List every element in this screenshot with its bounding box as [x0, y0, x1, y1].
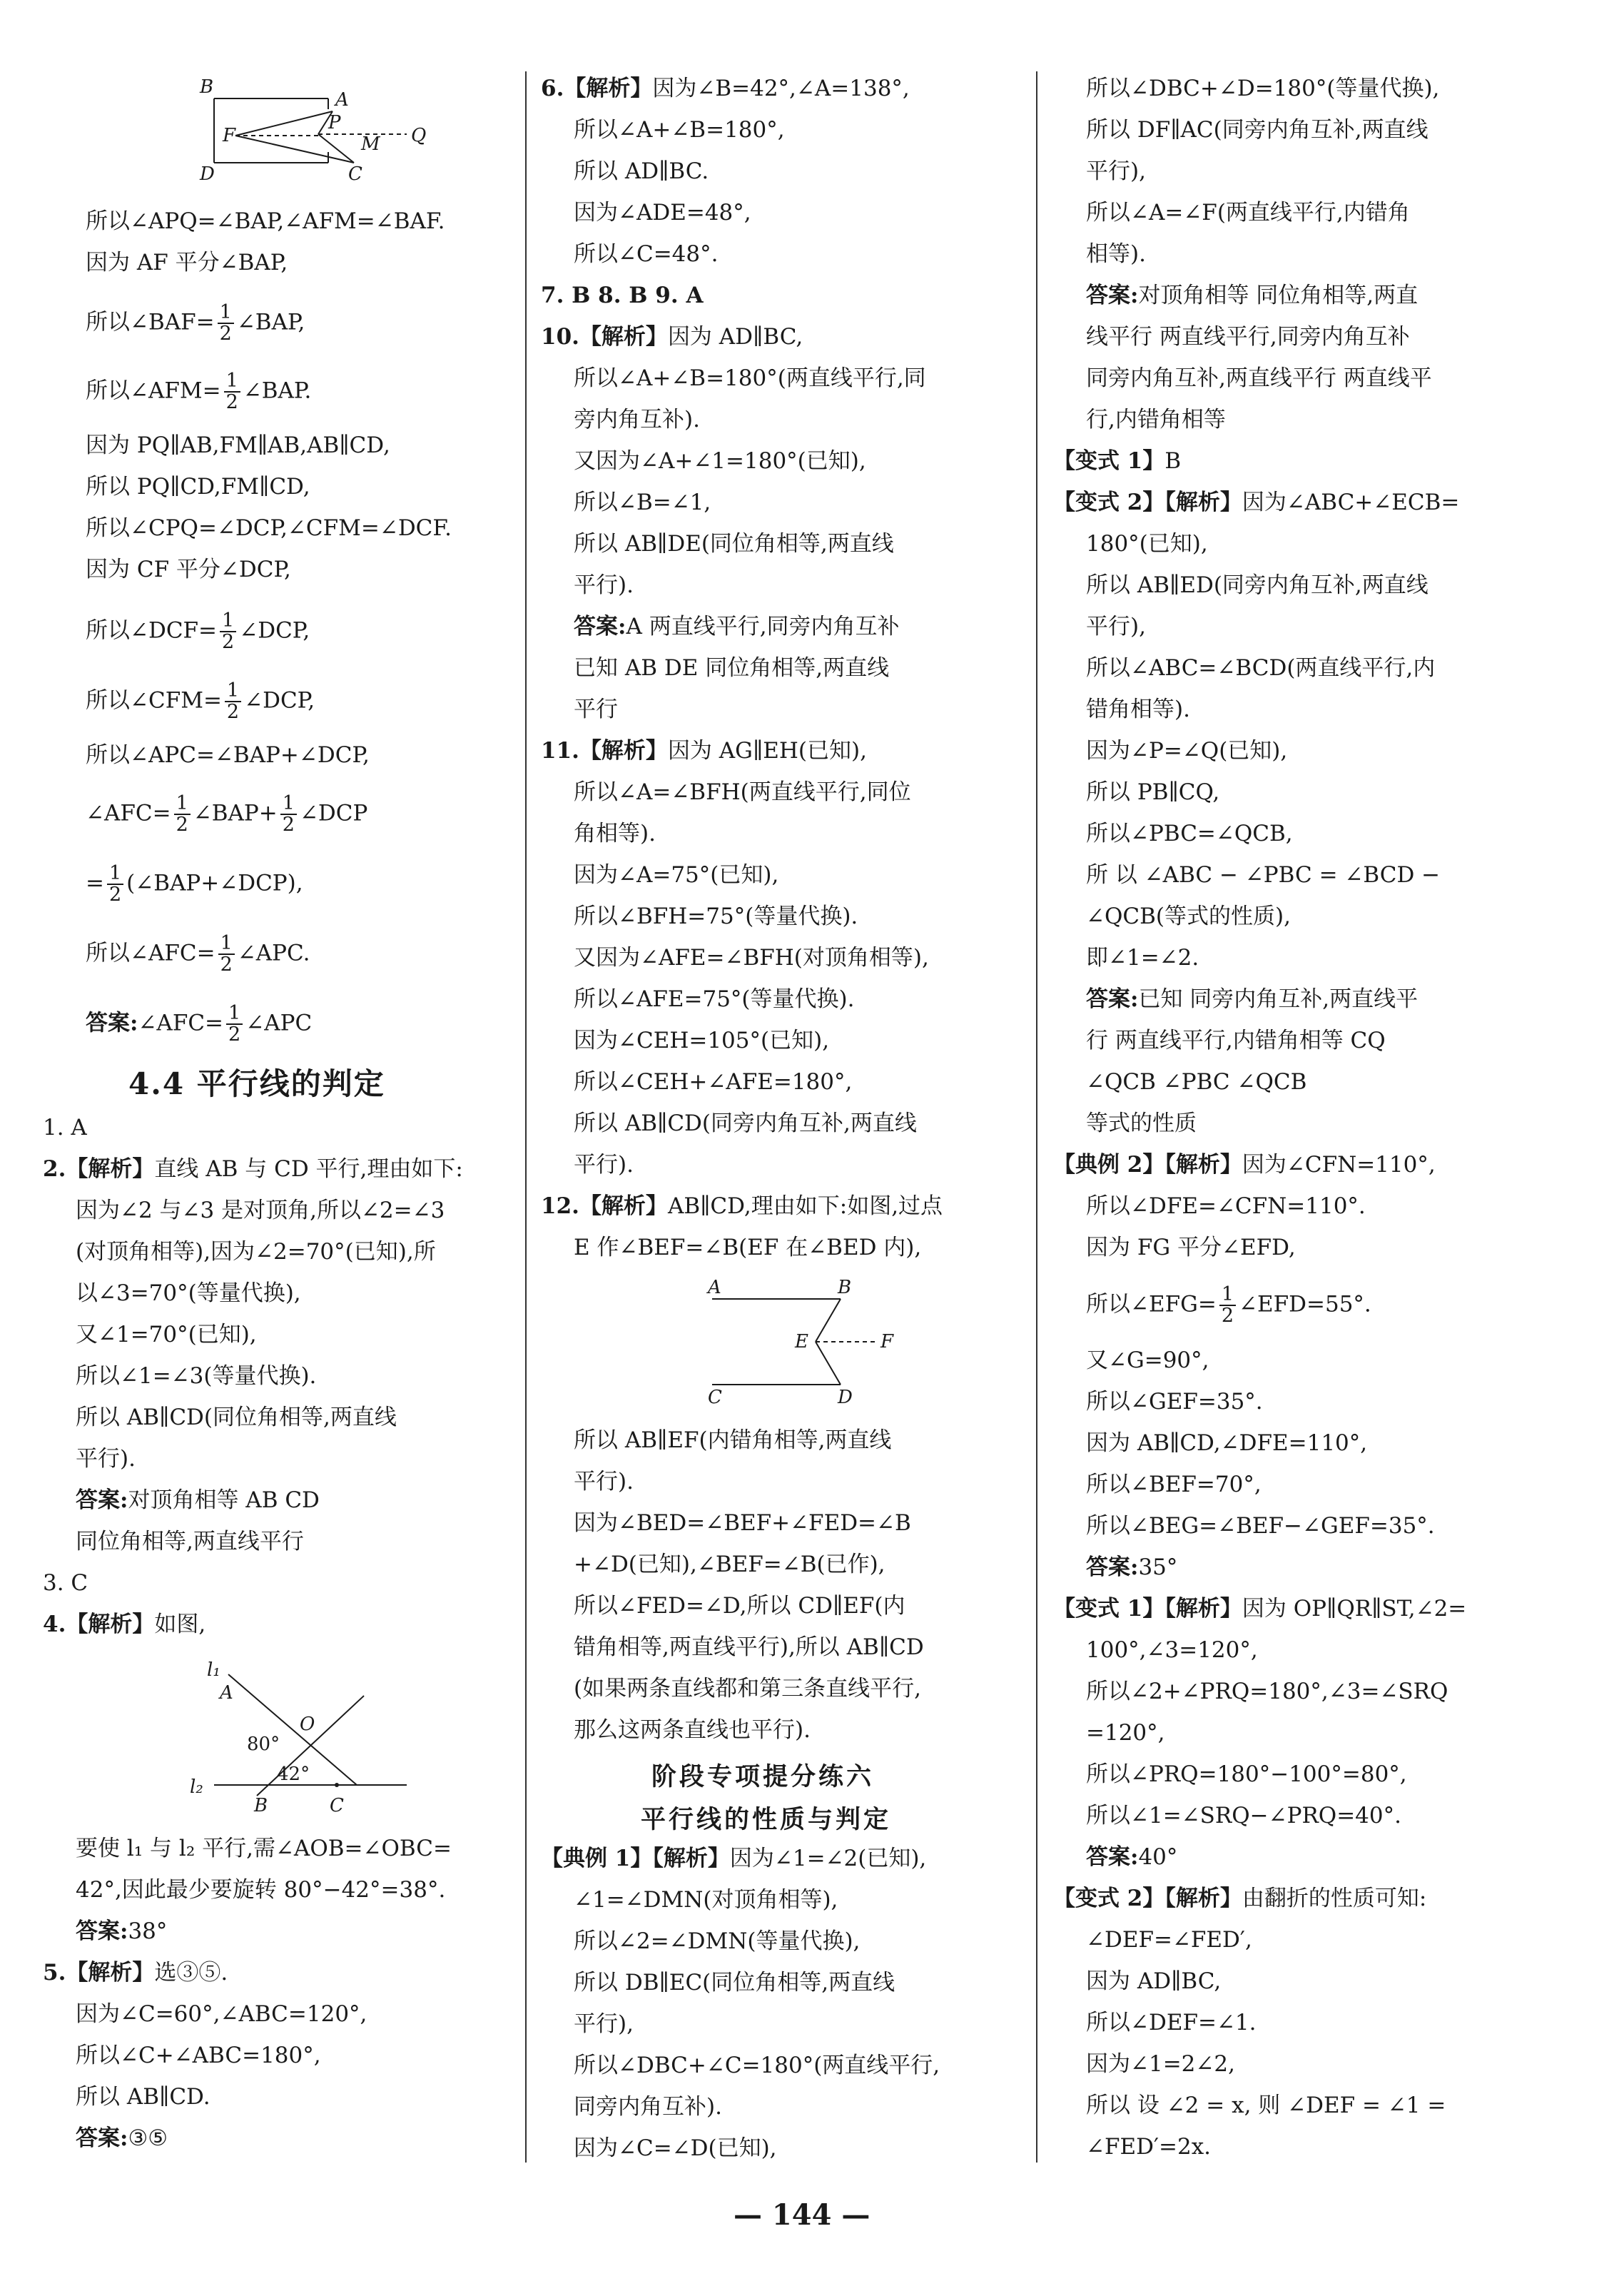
numerator: 1	[224, 371, 240, 393]
q-number: 5.	[43, 1960, 66, 1986]
line: 行,内错角相等	[1086, 407, 1226, 433]
text: B	[1164, 448, 1182, 474]
numerator: 1	[225, 681, 241, 702]
line: 等式的性质	[1086, 1111, 1197, 1136]
line: 因为∠2 与∠3 是对顶角,所以∠2=∠3	[76, 1198, 445, 1223]
text: 因为∠1=∠2(已知),	[729, 1846, 927, 1871]
line: 所以∠AFE=75°(等量代换).	[574, 986, 855, 1012]
text: 因为 AG∥EH(已知),	[667, 738, 867, 764]
label-A: A	[335, 89, 349, 111]
fraction	[226, 1003, 243, 1045]
denominator: 2	[108, 884, 122, 906]
line: 因为∠C=∠D(已知),	[574, 2135, 777, 2161]
fraction	[224, 371, 240, 413]
line: E 作∠BEF=∠B(EF 在∠BED 内),	[574, 1235, 922, 1260]
analysis-label: 【解析】	[579, 324, 668, 350]
answer-label: 答案:	[76, 1918, 128, 1944]
line: 所以∠DFE=∠CFN=110°.	[1086, 1193, 1366, 1219]
line: 旁内角互补).	[574, 407, 700, 433]
line: 所以∠A=∠BFH(两直线平行,同位	[574, 779, 911, 805]
line: 平行),	[1086, 614, 1146, 639]
answer-line	[1053, 1843, 1177, 1871]
stage-subtitle: 平行线的性质与判定	[641, 1805, 892, 1834]
label-F: F	[880, 1331, 894, 1352]
line: ∠FED′=2x.	[1086, 2134, 1212, 2160]
variant-label: 【变式 1】	[1053, 448, 1165, 474]
fraction	[280, 794, 297, 835]
line: 所以∠CEH+∠AFE=180°,	[574, 1069, 853, 1095]
fraction	[218, 303, 234, 344]
line: 平行).	[574, 572, 634, 598]
numerator: 1	[218, 934, 235, 955]
text: ∠BAP,	[236, 309, 305, 335]
line: 因为 AB∥CD,∠DFE=110°,	[1086, 1430, 1368, 1456]
denominator: 2	[1221, 1305, 1234, 1327]
text: 38°	[128, 1918, 168, 1944]
answer-line	[43, 1486, 320, 1514]
stage-title: 阶段专项提分练六	[651, 1762, 875, 1791]
line: 平行).	[76, 1446, 136, 1472]
answer-line	[1053, 985, 1418, 1013]
line: 所 以 ∠ABC − ∠PBC = ∠BCD −	[1086, 862, 1441, 888]
line: 所以∠2+∠PRQ=180°,∠3=∠SRQ	[1086, 1679, 1448, 1704]
line: 又∠1=70°(已知),	[76, 1322, 257, 1347]
analysis-label: 【解析】	[66, 1612, 155, 1637]
frac-line	[86, 371, 311, 413]
q-number: 6.	[541, 76, 564, 101]
q10-header	[541, 323, 803, 351]
numerator: 1	[174, 794, 191, 815]
frac-line	[86, 681, 315, 722]
example-label: 【典例 1】【解析】	[541, 1846, 730, 1871]
text: 如图,	[154, 1612, 206, 1637]
line: 所以∠DBC+∠C=180°(两直线平行,	[574, 2053, 940, 2078]
line: 平行),	[1086, 158, 1146, 184]
text: 对顶角相等 同位角相等,两直	[1138, 283, 1419, 308]
column-2	[541, 0, 1033, 2161]
frac-line	[86, 934, 310, 975]
line: 平行),	[574, 2011, 634, 2037]
denominator: 2	[220, 954, 233, 976]
line: 错角相等,两直线平行),所以 AB∥CD	[574, 1634, 924, 1660]
label-C: C	[330, 1795, 344, 1816]
line: 即∠1=∠2.	[1086, 945, 1199, 971]
analysis-label: 【解析】	[564, 76, 653, 101]
variant-label: 【变式 1】【解析】	[1053, 1596, 1242, 1622]
text: A 两直线平行,同旁内角互补	[626, 614, 900, 639]
answer-label: 答案:	[1086, 283, 1139, 308]
line: 已知 AB DE 同位角相等,两直线	[574, 655, 890, 681]
example-label: 【典例 2】【解析】	[1053, 1152, 1242, 1178]
label-B: B	[254, 1795, 268, 1816]
text: 所以∠BAF=	[86, 309, 215, 335]
label-P: P	[328, 112, 341, 133]
line: 以∠3=70°(等量代换),	[76, 1280, 301, 1306]
label-E: E	[795, 1331, 808, 1352]
line: 线平行 两直线平行,同旁内角互补	[1086, 324, 1410, 350]
q-number: 10.	[541, 324, 579, 350]
line: 因为∠1=2∠2,	[1086, 2051, 1235, 2077]
example1-header	[541, 1844, 926, 1873]
line: (对顶角相等),因为∠2=70°(已知),所	[76, 1239, 436, 1265]
figure-zigzag	[698, 1278, 926, 1406]
label-O: O	[300, 1714, 315, 1735]
variant-label: 【变式 2】【解析】	[1053, 490, 1242, 515]
label-D: D	[200, 163, 215, 185]
answer-label: 答案:	[1086, 986, 1139, 1012]
variant-label: 【变式 2】【解析】	[1053, 1886, 1242, 1911]
frac-line	[86, 864, 303, 905]
line: 所以 AB∥CD(同位角相等,两直线	[76, 1405, 397, 1430]
q-number: 4.	[43, 1612, 66, 1637]
q12-header	[541, 1192, 943, 1220]
label-l2: l₂	[190, 1776, 203, 1798]
line: 那么这两条直线也平行).	[574, 1717, 811, 1743]
numerator: 1	[220, 611, 236, 632]
line: 所以∠B=∠1,	[574, 490, 711, 515]
label-42deg: 42°	[277, 1764, 310, 1785]
line: 所以∠A+∠B=180°(两直线平行,同	[574, 365, 926, 391]
line: 所以∠PBC=∠QCB,	[1086, 821, 1293, 846]
fraction	[107, 864, 123, 905]
numerator: 1	[218, 303, 234, 324]
text: 选③⑤.	[154, 1960, 228, 1986]
label-A: A	[708, 1278, 721, 1298]
frac-line	[1053, 1285, 1371, 1326]
line: 所以∠APC=∠BAP+∠DCP,	[86, 742, 370, 768]
analysis-label: 【解析】	[66, 1960, 155, 1986]
line: 平行	[574, 697, 618, 722]
variant2-header	[1053, 488, 1459, 517]
denominator: 2	[225, 391, 238, 413]
answer-q3: 3. C	[43, 1570, 88, 1596]
line: 又因为∠A+∠1=180°(已知),	[574, 448, 866, 474]
line: =120°,	[1086, 1720, 1165, 1746]
line: 所以 AD∥BC.	[574, 158, 709, 184]
line: 所以 PQ∥CD,FM∥CD,	[86, 474, 310, 500]
text: ∠AFC=	[86, 800, 171, 826]
answer-line	[1053, 1553, 1177, 1582]
column-1	[43, 0, 521, 2151]
line: 所以 AB∥DE(同位角相等,两直线	[574, 531, 894, 557]
line: 平行).	[574, 1469, 634, 1495]
line: 相等).	[1086, 241, 1146, 267]
line: 所以∠DEF=∠1.	[1086, 2010, 1257, 2035]
answer-label: 答案:	[1086, 1844, 1139, 1870]
fraction	[220, 611, 236, 652]
section-title: 4.4 平行线的判定	[128, 1066, 385, 1101]
text: ∠APC	[245, 1010, 313, 1036]
line: 42°,因此最少要旋转 80°−42°=38°.	[76, 1877, 446, 1903]
label-80deg: 80°	[247, 1734, 280, 1755]
line: 所以 AB∥EF(内错角相等,两直线	[574, 1427, 892, 1453]
text: ∠DCP,	[244, 687, 315, 714]
line: 180°(已知),	[1086, 531, 1208, 557]
denominator: 2	[176, 814, 188, 836]
answer-line	[86, 1003, 312, 1045]
answers-7-9: 7. B 8. B 9. A	[541, 283, 704, 308]
answer-label: 答案:	[1086, 1554, 1139, 1580]
denominator: 2	[228, 1023, 241, 1046]
line: 所以 DF∥AC(同旁内角互补,两直线	[1086, 117, 1428, 143]
line: 所以∠FED=∠D,所以 CD∥EF(内	[574, 1593, 905, 1619]
label-M: M	[361, 133, 380, 155]
variant1b-header	[1053, 1594, 1466, 1623]
column-3	[1053, 0, 1546, 2160]
line: 平行).	[574, 1152, 634, 1178]
text: 40°	[1138, 1844, 1178, 1870]
column-divider-1	[525, 71, 527, 2163]
line: 又∠G=90°,	[1086, 1347, 1209, 1373]
text: 因为 OP∥QR∥ST,∠2=	[1242, 1596, 1467, 1622]
line: 所以∠APQ=∠BAP,∠AFM=∠BAF.	[86, 208, 445, 234]
line: 所以∠1=∠SRQ−∠PRQ=40°.	[1086, 1803, 1401, 1829]
answer-line	[541, 612, 900, 641]
text: ∠APC.	[237, 940, 310, 966]
line: ∠QCB(等式的性质),	[1086, 904, 1291, 929]
analysis-label: 【解析】	[579, 1193, 668, 1219]
line: 因为∠BED=∠BEF+∠FED=∠B	[574, 1510, 911, 1536]
text: 因为∠CFN=110°,	[1242, 1152, 1436, 1178]
answer-label: 答案:	[76, 1487, 128, 1513]
line: 所以∠GEF=35°.	[1086, 1389, 1263, 1415]
text: ∠DCP,	[239, 617, 310, 644]
q4-header	[43, 1610, 205, 1639]
example2-header	[1053, 1150, 1436, 1179]
frac-line	[86, 611, 310, 652]
text: 因为∠B=42°,∠A=138°,	[652, 76, 910, 101]
text: ∠BAP+	[193, 800, 278, 826]
figure-rotation	[171, 1653, 457, 1817]
fraction	[1219, 1285, 1236, 1326]
q5-header	[43, 1958, 228, 1987]
text: (∠BAP+∠DCP),	[126, 870, 303, 896]
line: ∠QCB ∠PBC ∠QCB	[1086, 1069, 1307, 1095]
line: 因为∠C=60°,∠ABC=120°,	[76, 2001, 367, 2027]
figure-parallelogram	[193, 77, 450, 191]
text: ③⑤	[128, 2125, 168, 2151]
denominator: 2	[282, 814, 295, 836]
label-l1: l₁	[207, 1659, 220, 1681]
line: 因为 CF 平分∠DCP,	[86, 557, 291, 582]
text: AB∥CD,理由如下:如图,过点	[667, 1193, 943, 1219]
line: 角相等).	[574, 821, 656, 846]
line: 行 两直线平行,内错角相等 CQ	[1086, 1028, 1386, 1053]
column-divider-2	[1036, 71, 1037, 2163]
text: 所以∠CFM=	[86, 687, 222, 714]
line: 所以 AB∥ED(同旁内角互补,两直线	[1086, 572, 1428, 598]
line: 同位角相等,两直线平行	[76, 1529, 304, 1554]
label-D: D	[838, 1387, 853, 1406]
text: =	[86, 870, 104, 896]
text: 所以∠AFM=	[86, 378, 221, 404]
numerator: 1	[280, 794, 297, 815]
text: 因为∠ABC+∠ECB=	[1242, 490, 1460, 515]
line: ∠1=∠DMN(对顶角相等),	[574, 1887, 838, 1913]
answer-label: 答案:	[574, 614, 626, 639]
line: 要使 l₁ 与 l₂ 平行,需∠AOB=∠OBC=	[76, 1836, 452, 1861]
page-number: — 144 —	[734, 2198, 871, 2232]
q-number: 12.	[541, 1193, 579, 1219]
q-number: 11.	[541, 738, 579, 764]
line: (如果两条直线都和第三条直线平行,	[574, 1676, 921, 1701]
line: 所以∠BFH=75°(等量代换).	[574, 904, 858, 929]
frac-line	[86, 794, 367, 835]
text: 所以∠EFG=	[1086, 1291, 1217, 1318]
variant2b-header	[1053, 1884, 1426, 1913]
line: 所以∠DBC+∠D=180°(等量代换),	[1086, 76, 1440, 101]
text: ∠DCP	[299, 800, 368, 826]
line: 所以 设 ∠2 = x, 则 ∠DEF = ∠1 =	[1086, 2093, 1446, 2118]
denominator: 2	[222, 631, 235, 653]
line: 所以∠A+∠B=180°,	[574, 117, 785, 143]
line: 所以 DB∥EC(同位角相等,两直线	[574, 1970, 895, 1996]
label-F: F	[223, 125, 236, 146]
text: 因为 AD∥BC,	[667, 324, 803, 350]
text: 所以∠DCF=	[86, 617, 218, 644]
line: 因为∠CEH=105°(已知),	[574, 1028, 830, 1053]
fraction	[174, 794, 191, 835]
label-B: B	[838, 1278, 852, 1298]
line: 所以∠1=∠3(等量代换).	[76, 1363, 317, 1389]
line: 所以 AB∥CD(同旁内角互补,两直线	[574, 1111, 917, 1136]
label-B: B	[200, 77, 214, 98]
text: ∠EFD=55°.	[1239, 1291, 1371, 1318]
fraction	[225, 681, 241, 722]
line: 因为∠P=∠Q(已知),	[1086, 738, 1288, 764]
line: 因为 FG 平分∠EFD,	[1086, 1235, 1296, 1260]
line: ∠DEF=∠FED′,	[1086, 1927, 1252, 1953]
text: 所以∠AFC=	[86, 940, 215, 966]
answer-label: 答案:	[76, 2125, 128, 2151]
text: 直线 AB 与 CD 平行,理由如下:	[154, 1156, 463, 1182]
text: 已知 同旁内角互补,两直线平	[1138, 986, 1419, 1012]
line: 同旁内角互补,两直线平行 两直线平	[1086, 365, 1432, 391]
answer-line	[43, 2124, 168, 2153]
label-C: C	[348, 163, 362, 185]
fraction	[218, 934, 235, 975]
variant1-line	[1053, 447, 1181, 475]
answer-label: 答案:	[86, 1010, 138, 1036]
label-Q: Q	[411, 125, 427, 146]
line: 所以∠BEF=70°,	[1086, 1472, 1262, 1497]
line: 所以∠CPQ=∠DCP,∠CFM=∠DCF.	[86, 515, 452, 541]
analysis-label: 【解析】	[66, 1156, 155, 1182]
line: 因为∠A=75°(已知),	[574, 862, 779, 888]
numerator: 1	[1219, 1285, 1236, 1306]
q11-header	[541, 737, 867, 765]
line: 所以∠C+∠ABC=180°,	[76, 2043, 321, 2068]
text: 由翻折的性质可知:	[1242, 1886, 1427, 1911]
line: 所以∠C=48°.	[574, 241, 719, 267]
line: 所以∠2=∠DMN(等量代换),	[574, 1928, 861, 1954]
text: 35°	[1138, 1554, 1178, 1580]
analysis-label: 【解析】	[579, 738, 668, 764]
numerator: 1	[226, 1003, 243, 1025]
label-C: C	[708, 1387, 722, 1406]
line: 所以∠A=∠F(两直线平行,内错角	[1086, 200, 1410, 226]
q-number: 2.	[43, 1156, 66, 1182]
line: 100°,∠3=120°,	[1086, 1637, 1258, 1663]
answer-line	[43, 1917, 167, 1946]
q2-header	[43, 1155, 463, 1183]
line: 所以 PB∥CQ,	[1086, 779, 1220, 805]
numerator: 1	[107, 864, 123, 885]
text: 对顶角相等 AB CD	[128, 1487, 320, 1513]
q6-header	[541, 74, 910, 103]
line: 所以 AB∥CD.	[76, 2084, 210, 2110]
answer-q1: 1. A	[43, 1115, 87, 1141]
frac-line	[86, 303, 305, 344]
line: 因为 PQ∥AB,FM∥AB,AB∥CD,	[86, 433, 390, 458]
line: 同旁内角互补).	[574, 2094, 722, 2120]
label-A: A	[220, 1682, 233, 1704]
line: 因为∠ADE=48°,	[574, 200, 751, 226]
denominator: 2	[219, 323, 232, 345]
line: 所以∠ABC=∠BCD(两直线平行,内	[1086, 655, 1436, 681]
line: 因为 AF 平分∠BAP,	[86, 250, 288, 275]
answer-line	[1053, 281, 1418, 310]
line: 因为 AD∥BC,	[1086, 1968, 1222, 1994]
line: 所以∠BEG=∠BEF−∠GEF=35°.	[1086, 1513, 1435, 1539]
denominator: 2	[226, 701, 240, 723]
line: 所以∠PRQ=180°−100°=80°,	[1086, 1761, 1407, 1787]
line: +∠D(已知),∠BEF=∠B(已作),	[574, 1552, 885, 1577]
line: 又因为∠AFE=∠BFH(对顶角相等),	[574, 945, 929, 971]
line: 错角相等).	[1086, 697, 1190, 722]
text: ∠AFC=	[138, 1010, 224, 1036]
text: ∠BAP.	[243, 378, 312, 404]
